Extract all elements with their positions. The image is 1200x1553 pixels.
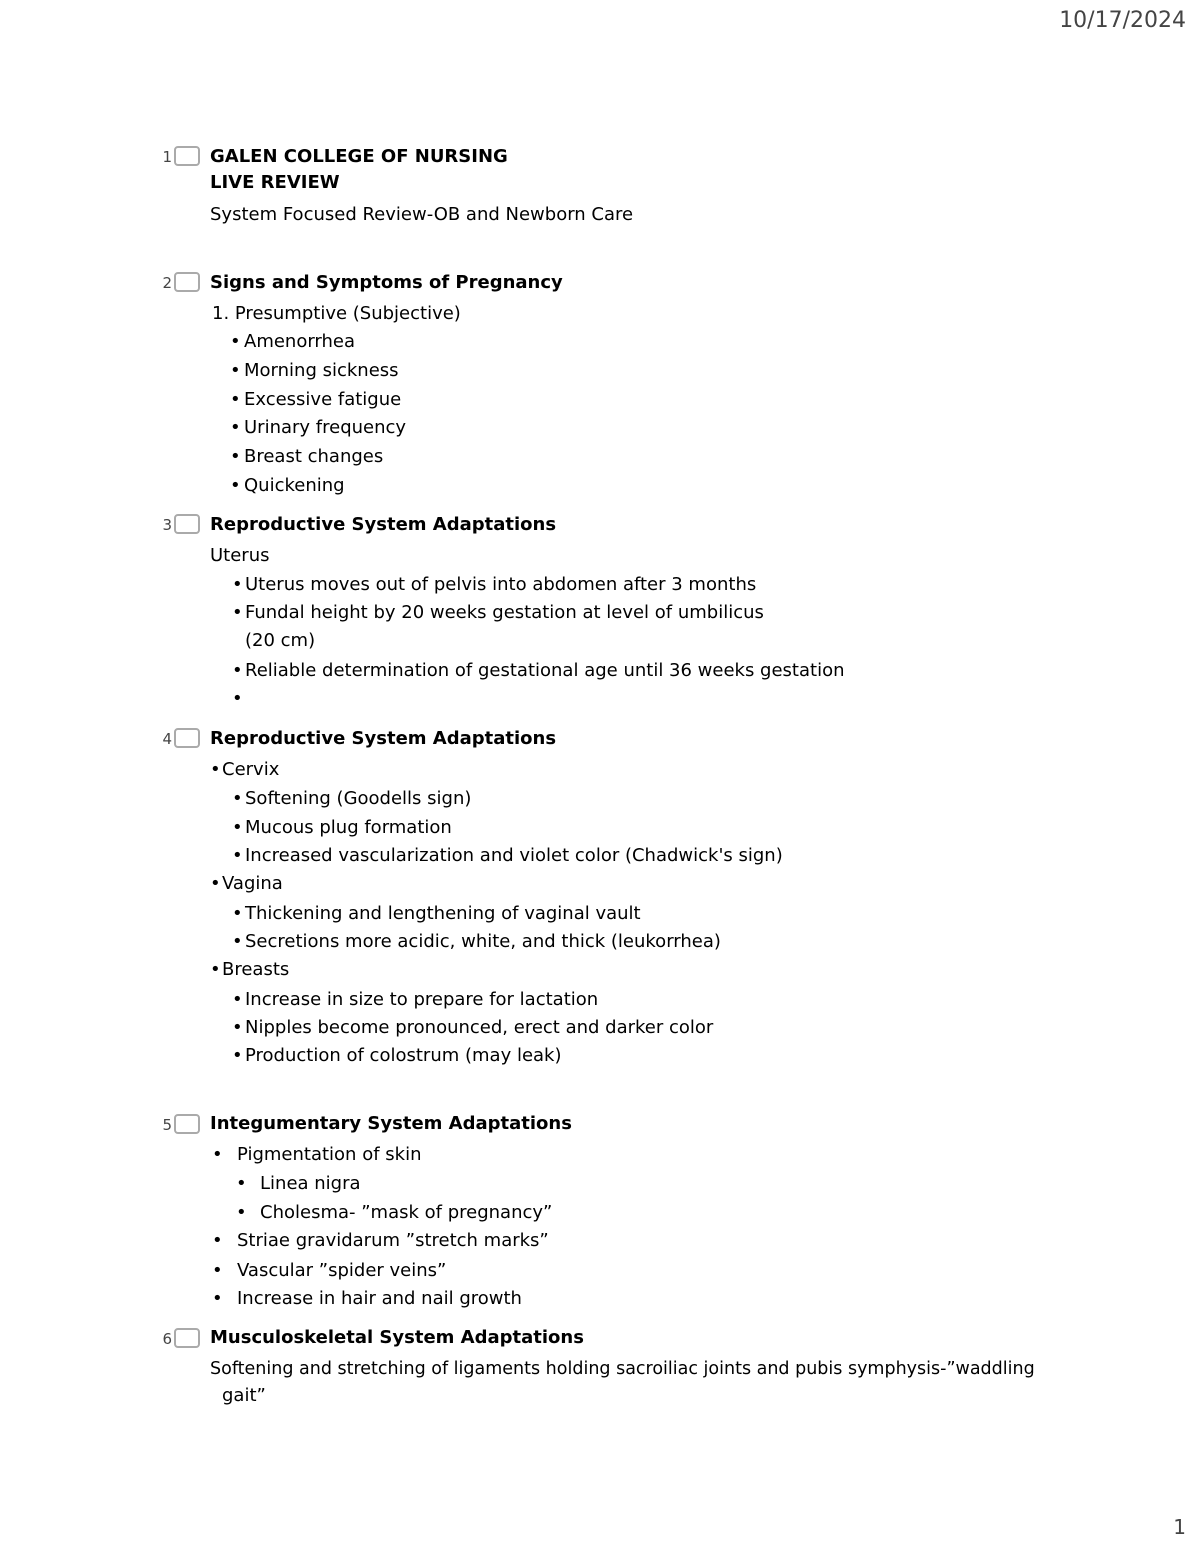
bullet-icon: •	[232, 660, 243, 681]
list-item: • Softening (Goodells sign)	[232, 788, 472, 809]
list-item: • Breast changes	[230, 446, 384, 467]
bullet-icon: •	[232, 688, 243, 709]
bullet-icon: •	[232, 903, 243, 924]
list-item: • Morning sickness	[230, 360, 399, 381]
list-item: • Secretions more acidic, white, and thick (leukorrhea)	[232, 931, 721, 952]
slide-number: 4	[162, 730, 172, 748]
list-item: • Uterus moves out of pelvis into abdomen after 3 months	[232, 574, 757, 595]
list-item: •Vagina	[210, 873, 283, 894]
list-item: •Cervix	[210, 759, 280, 780]
bullet-icon: •	[232, 1017, 243, 1038]
empty-list-item	[232, 688, 246, 709]
bullet-icon: •	[232, 845, 243, 866]
slide-checkbox[interactable]	[174, 146, 200, 166]
list-item: • Reliable determination of gestational age until 36 weeks gestation	[232, 660, 845, 681]
slide-title: GALEN COLLEGE OF NURSING	[210, 146, 508, 167]
list-item: •Breasts	[210, 959, 290, 980]
list-item: • Excessive fatigue	[230, 389, 402, 410]
bullet-icon: •	[212, 1260, 223, 1281]
slide-title: Signs and Symptoms of Pregnancy	[210, 272, 563, 293]
list-item-continuation: (20 cm)	[245, 630, 316, 651]
bullet-icon: •	[230, 331, 241, 352]
slide-number: 5	[162, 1116, 172, 1134]
list-item: • Amenorrhea	[230, 331, 356, 352]
slide-text-continuation: gait”	[222, 1385, 266, 1406]
bullet-icon: •	[236, 1173, 247, 1194]
bullet-icon: •	[210, 759, 221, 780]
bullet-icon: •	[230, 475, 241, 496]
slide-checkbox[interactable]	[174, 1114, 200, 1134]
list-item: • Increase in size to prepare for lactation	[232, 989, 599, 1010]
list-item: • Quickening	[230, 475, 345, 496]
bullet-icon: •	[230, 389, 241, 410]
list-item: • Increase in hair and nail growth	[212, 1288, 522, 1309]
list-item: • Increased vascularization and violet color (Chadwick's sign)	[232, 845, 783, 866]
bullet-icon: •	[232, 602, 243, 623]
slide-number: 6	[162, 1330, 172, 1348]
slide-number: 1	[162, 148, 172, 166]
slide-title: Musculoskeletal System Adaptations	[210, 1327, 584, 1348]
list-item: • Urinary frequency	[230, 417, 407, 438]
slide-number: 3	[162, 516, 172, 534]
slide-title: Reproductive System Adaptations	[210, 728, 557, 749]
slide-checkbox[interactable]	[174, 728, 200, 748]
bullet-icon: •	[232, 817, 243, 838]
bullet-icon: •	[212, 1144, 223, 1165]
bullet-icon: •	[232, 574, 243, 595]
list-item: • Pigmentation of skin	[212, 1144, 422, 1165]
list-heading: 1. Presumptive (Subjective)	[212, 303, 461, 324]
list-item: • Mucous plug formation	[232, 817, 452, 838]
bullet-icon: •	[212, 1230, 223, 1251]
slide-checkbox[interactable]	[174, 272, 200, 292]
bullet-icon: •	[210, 959, 221, 980]
slide-text: System Focused Review-OB and Newborn Care	[210, 204, 634, 225]
list-item: • Striae gravidarum ”stretch marks”	[212, 1230, 549, 1251]
bullet-icon: •	[232, 989, 243, 1010]
list-heading: Uterus	[210, 545, 270, 566]
list-item: • Production of colostrum (may leak)	[232, 1045, 562, 1066]
page-number: 1	[1173, 1515, 1186, 1539]
bullet-icon: •	[232, 1045, 243, 1066]
bullet-icon: •	[210, 873, 221, 894]
bullet-icon: •	[230, 446, 241, 467]
bullet-icon: •	[236, 1202, 247, 1223]
slide-checkbox[interactable]	[174, 1328, 200, 1348]
list-item: • Thickening and lengthening of vaginal vault	[232, 903, 641, 924]
list-item: • Fundal height by 20 weeks gestation at level of umbilicus	[232, 602, 764, 623]
slide-text: Softening and stretching of ligaments holding sacroiliac joints and pubis symphysis-”waddling	[210, 1359, 1035, 1379]
slide-checkbox[interactable]	[174, 514, 200, 534]
slide-title: Reproductive System Adaptations	[210, 514, 557, 535]
list-item: • Vascular ”spider veins”	[212, 1260, 447, 1281]
bullet-icon: •	[230, 360, 241, 381]
slide-number: 2	[162, 274, 172, 292]
bullet-icon: •	[232, 931, 243, 952]
bullet-icon: •	[212, 1288, 223, 1309]
slide-subtitle: LIVE REVIEW	[210, 172, 340, 193]
list-item: • Nipples become pronounced, erect and darker color	[232, 1017, 714, 1038]
slide-title: Integumentary System Adaptations	[210, 1113, 572, 1134]
bullet-icon: •	[230, 417, 241, 438]
list-item: • Cholesma- ”mask of pregnancy”	[236, 1202, 553, 1223]
bullet-icon: •	[232, 788, 243, 809]
list-item: • Linea nigra	[236, 1173, 361, 1194]
print-date: 10/17/2024	[1059, 8, 1186, 33]
